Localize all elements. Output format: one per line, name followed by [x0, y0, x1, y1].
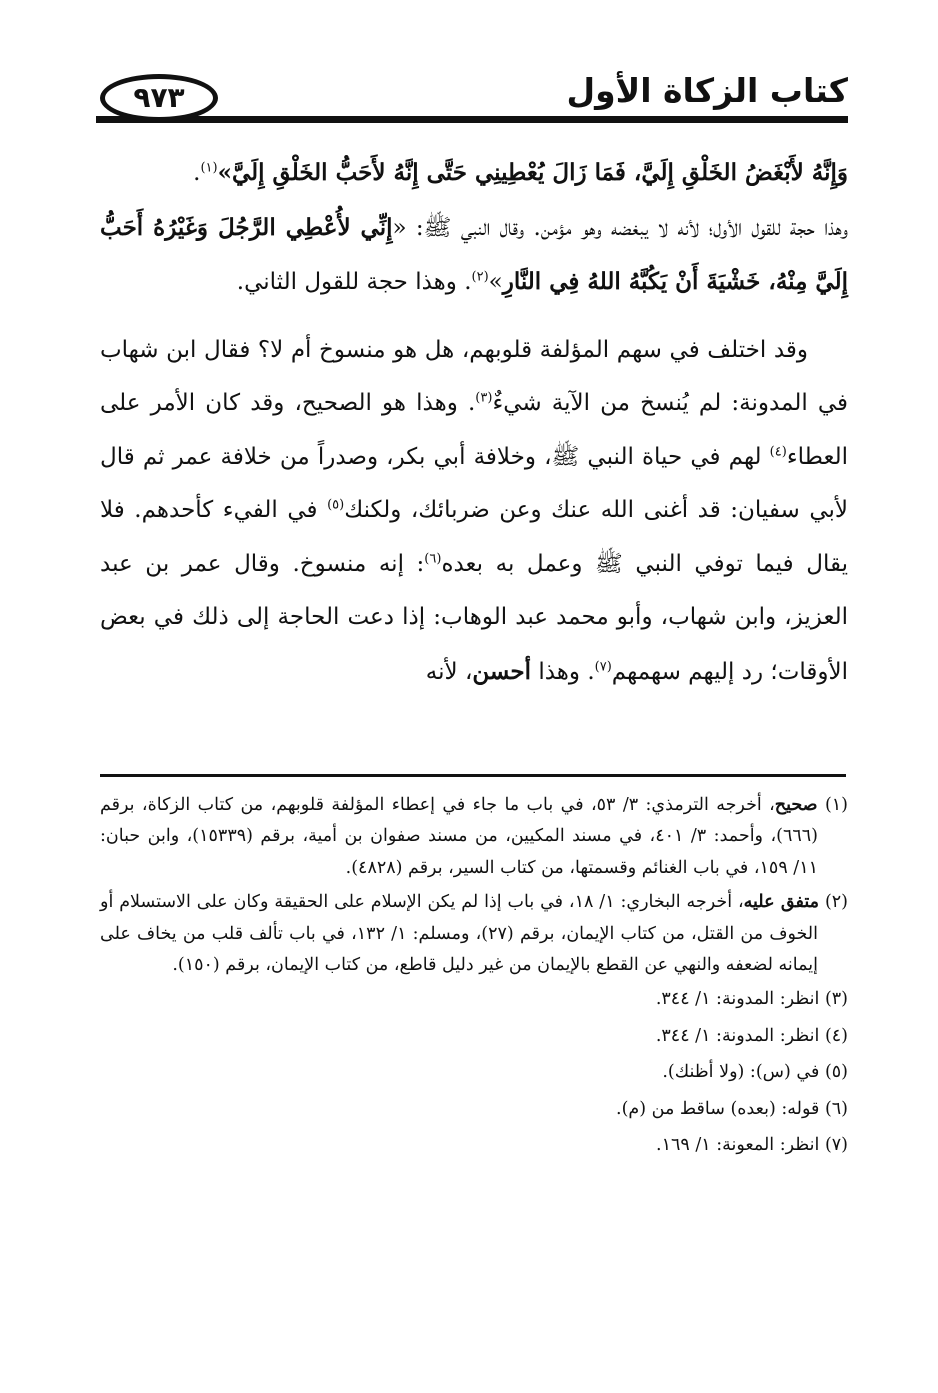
footnotes [100, 790, 848, 1166]
book-title: كتاب الزكاة الأول [566, 71, 848, 110]
paragraph-3-part-5: : إنه منسوخ. وقال عمر بن عبد العزيز، وابن شهاب، وأبو محمد عبد الوهاب: إذا دعت الحاجة إلى ذلك في بعض الأوقات؛ رد إليهم سهمهم [100, 550, 848, 685]
paragraph-3 [100, 324, 848, 700]
footnote-marker-6: (٦) [424, 550, 442, 566]
paragraph-3-part-2: . وهذا هو الصحيح، وقد كان الأمر على العطاء [100, 390, 848, 470]
footnote-number: (٧) [824, 1135, 848, 1156]
footnote-grade: متفق عليه [743, 892, 820, 913]
page-number: ٩٧٣ [133, 81, 185, 114]
footnote-marker-1: (١) [200, 160, 218, 176]
footnote-number: (٢) [824, 892, 848, 913]
page-number-oval [100, 74, 218, 122]
footnote-marker-7: (٧) [594, 658, 612, 674]
footnote-text: انظر: المدونة: ١/ ٣٤٤. [655, 989, 820, 1010]
footnote-number: (١) [824, 795, 848, 815]
header-rule [96, 116, 848, 123]
paragraph-2 [100, 201, 848, 310]
paragraph-1 [100, 146, 848, 201]
footnote-marker-5: (٥) [327, 497, 345, 513]
paragraph-3-part-7: ، لأنه [425, 658, 473, 685]
hadith-quote-2: إِنِّي لأُعْطِي الرَّجُلَ وَغَيْرُهُ أَحَبُّ إِلَيَّ مِنْهُ، خَشْيَةَ أَنْ يَكُبَّهُ اللهُ فِي النَّارِ [100, 213, 848, 295]
footnote-separator [100, 774, 846, 777]
footnote [100, 984, 848, 1015]
footnote-text: ، أخرجه البخاري: ١/ ١٨، في باب إذا لم يكن الإسلام على الحقيقة وكان على الاستسلام أو الخوف من القتل، من كتاب الإيمان، برقم (٢٧)، ومسلم: ١/ ١٣٢، في باب تألف قلب من يخاف على إيمانه لضعفه والنهي عن القطع بالإيمان من غير دليل قاطع، من كتاب الإيمان، برقم (١٥٠). [100, 892, 818, 976]
footnote-grade: صحيح [774, 795, 818, 815]
footnote-text: انظر: المعونة: ١/ ١٦٩. [655, 1135, 820, 1156]
footnote [100, 887, 848, 981]
footnote-marker-2: (٢) [471, 269, 489, 285]
quote-close: » [488, 269, 503, 295]
footnote-marker-4: (٤) [769, 443, 787, 459]
footnote-number: (٤) [824, 1025, 848, 1046]
footnote-text: قوله: (بعده) ساقط من (م). [616, 1098, 820, 1119]
paragraph-3-part-6: . وهذا [531, 658, 595, 685]
footnote-text: ، أخرجه الترمذي: ٣/ ٥٣، في باب ما جاء في إعطاء المؤلفة قلوبهم، من كتاب الزكاة، برقم (٦٦٦)، وأحمد: ٣/ ٤٠١، في مسند المكيين، من مسند صفوان بن أمية، برقم (١٥٣٣٩)، وابن حبان: ١١/ ١٥٩، في باب الغنائم وقسمتها، من كتاب السير، برقم (٤٨٢٨). [100, 795, 818, 878]
footnote-number: (٥) [824, 1062, 848, 1083]
paragraph-3-part-1: وقد اختلف في سهم المؤلفة قلوبهم، هل هو منسوخ أم لا؟ فقال ابن شهاب في المدونة: لم يُنسخ من الآية شيءٌ [100, 336, 849, 416]
emphasis-word: أحسن [472, 657, 532, 685]
page-header [96, 66, 848, 130]
hadith-quote-1: وَإِنَّهُ لأَبْغَضُ الخَلْقِ إِلَيَّ، فَمَا زَالَ يُعْطِينِي حَتَّى إِنَّهُ لأَحَبُّ الخَلْقِ إِلَيَّ» [217, 159, 848, 186]
footnote-marker-3: (٣) [475, 390, 493, 406]
paragraph-1-end: . [193, 160, 201, 186]
footnote [100, 1021, 848, 1052]
footnote-text: في (س): (ولا أظنك). [662, 1062, 820, 1083]
paragraph-2-intro: وهذا حجة للقول الأول؛ لأنه لا يبغضه وهو مؤمن. وقال النبي ﷺ: « [392, 214, 849, 241]
main-text [100, 146, 848, 699]
paragraph-2-end: . وهذا حجة للقول الثاني. [236, 269, 472, 295]
footnote-number: (٦) [824, 1098, 848, 1119]
footnote [100, 1094, 848, 1125]
footnote-text: انظر: المدونة: ١/ ٣٤٤. [655, 1025, 820, 1046]
footnote [100, 790, 848, 884]
footnote-number: (٣) [824, 989, 848, 1010]
footnote [100, 1130, 848, 1161]
paragraph-3-part-3: لهم في حياة النبي ﷺ، وخلافة أبي بكر، وصدراً من خلافة عمر ثم قال لأبي سفيان: قد أغنى الله عنك وعن ضربائك، ولكنك [100, 443, 849, 523]
footnote [100, 1057, 848, 1088]
paragraph-3-part-4: في الفيء كأحدهم. فلا يقال فيما توفي النبي ﷺ وعمل به بعده [100, 497, 848, 577]
